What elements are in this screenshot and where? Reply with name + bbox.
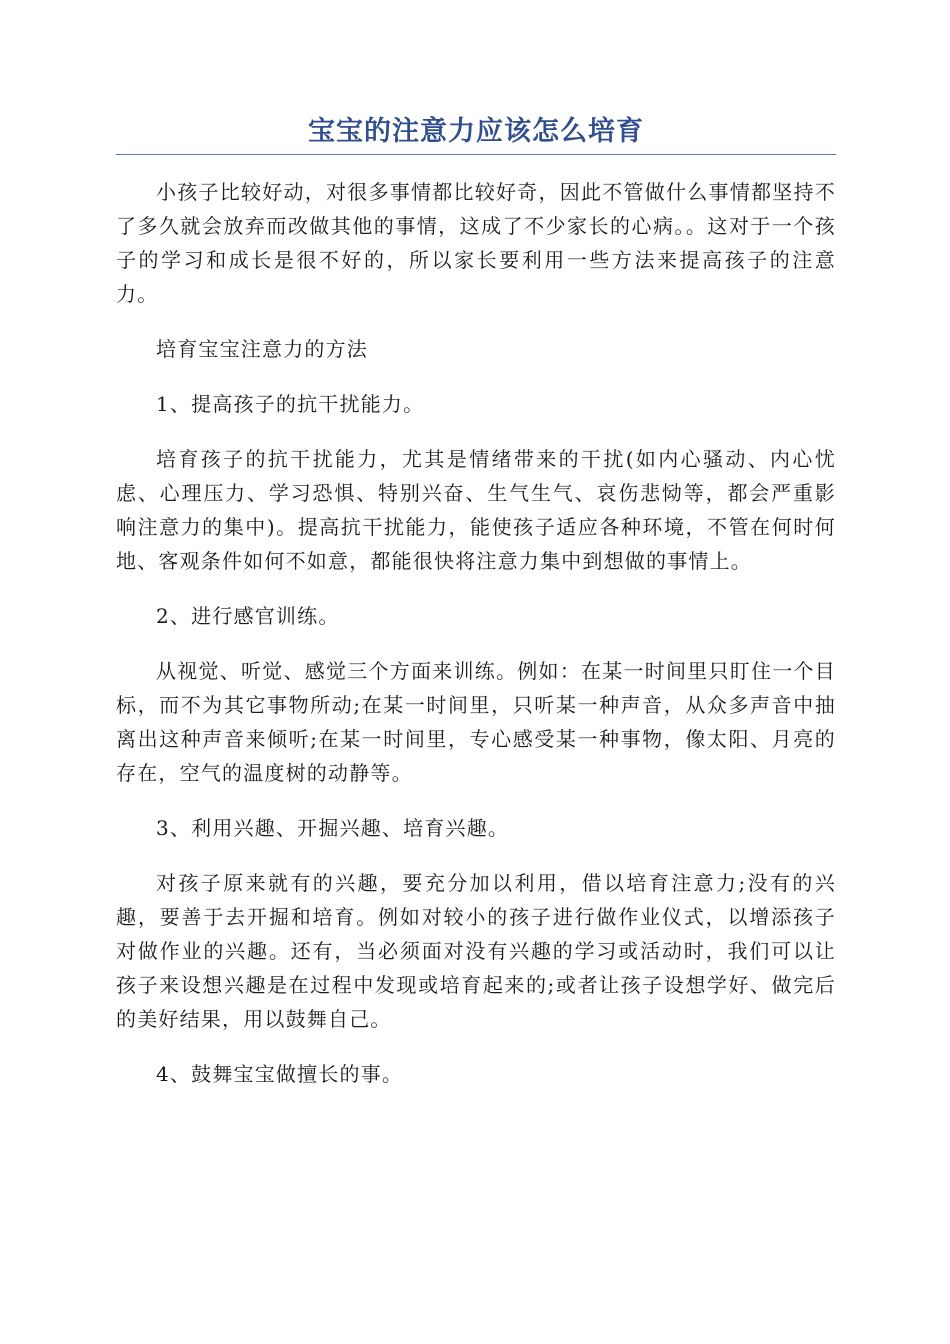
- paragraph-intro: 小孩子比较好动，对很多事情都比较好奇，因此不管做什么事情都坚持不了多久就会放弃而改做其他的事情，这成了不少家长的心病。。这对于一个孩子的学习和成长是很不好的，所以家长要利用一些方法来提高孩子的注意力。: [116, 180, 836, 306]
- section-heading-methods: 培育宝宝注意力的方法: [156, 337, 368, 361]
- method-heading-4: 4、鼓舞宝宝做擅长的事。: [156, 1062, 404, 1086]
- document-page: [116, 112, 836, 1112]
- method-heading-3: 3、利用兴趣、开掘兴趣、培育兴趣。: [156, 816, 510, 840]
- method-body-3: 对孩子原来就有的兴趣，要充分加以利用，借以培育注意力;没有的兴趣，要善于去开掘和培育。例如对较小的孩子进行做作业仪式，以增添孩子对做作业的兴趣。还有，当必须面对没有兴趣的学习或活动时，我们可以让孩子来设想兴趣是在过程中发现或培育起来的;或者让孩子设想学好、做完后的美好结果，用以鼓舞自己。: [116, 871, 836, 1031]
- method-heading-2: 2、进行感官训练。: [156, 604, 340, 628]
- method-body-2: 从视觉、听觉、感觉三个方面来训练。例如：在某一时间里只盯住一个目标，而不为其它事物所动;在某一时间里，只听某一种声音，从众多声音中抽离出这种声音来倾听;在某一时间里，专心感受某一种事物，像太阳、月亮的存在，空气的温度树的动静等。: [116, 659, 836, 785]
- document-title: 宝宝的注意力应该怎么培育: [308, 116, 644, 147]
- title-underline: [116, 154, 836, 155]
- method-heading-1: 1、提高孩子的抗干扰能力。: [156, 392, 425, 416]
- method-body-1: 培育孩子的抗干扰能力，尤其是情绪带来的干扰(如内心骚动、内心忧虑、心理压力、学习恐惧、特别兴奋、生气生气、哀伤悲恸等，都会严重影响注意力的集中)。提高抗干扰能力，能使孩子适应各种环境，不管在何时何地、客观条件如何不如意，都能很快将注意力集中到想做的事情上。: [116, 447, 836, 573]
